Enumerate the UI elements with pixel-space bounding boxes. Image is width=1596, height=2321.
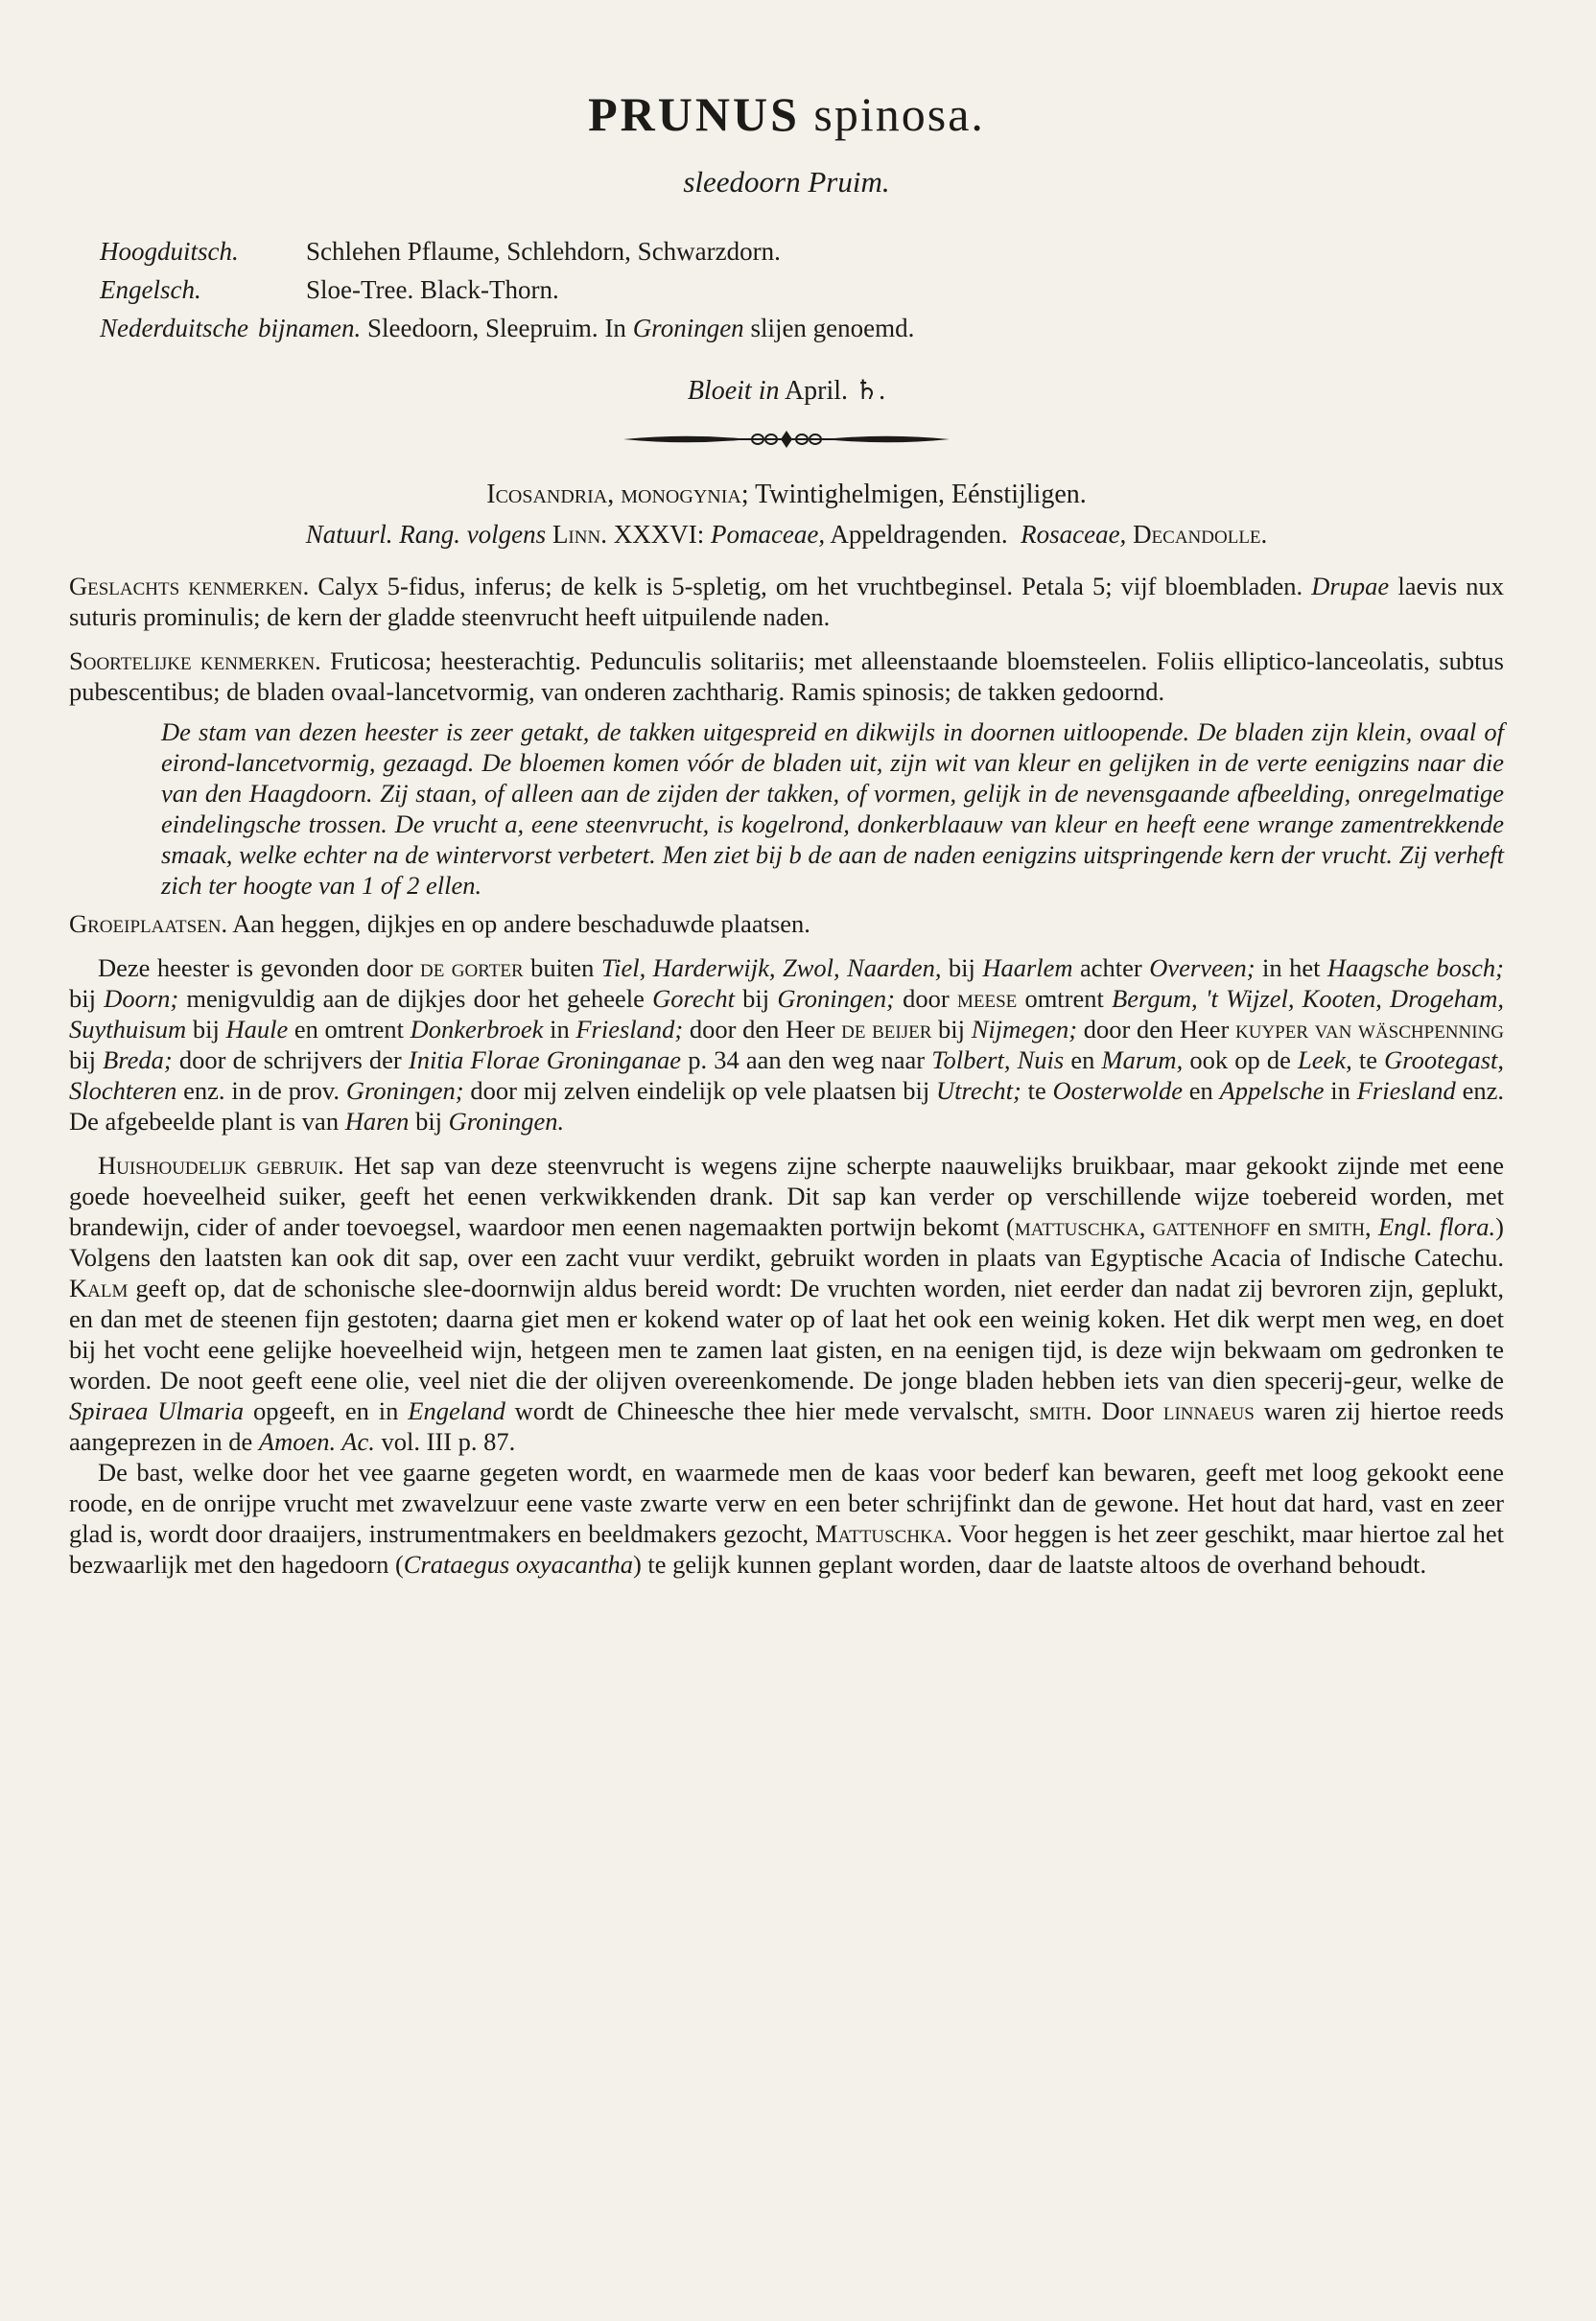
localities-run: menigvuldig aan de dijkjes door het geheele: [178, 984, 653, 1013]
vernacular-label: bijnamen.: [257, 314, 362, 342]
vernacular-rest: slijen genoemd.: [750, 314, 915, 342]
species-characters-lead: Soortelijke kenmerken.: [69, 646, 321, 675]
household-run: Engeland: [408, 1396, 505, 1425]
localities-run: Overveen;: [1149, 953, 1256, 982]
class-name: Icosandria,: [486, 480, 615, 509]
page-title: [69, 86, 1504, 142]
localities-run: meese: [956, 984, 1018, 1013]
vernacular-lang: Nederduitsche: [100, 314, 248, 342]
natural-rank: [69, 520, 1504, 550]
localities-run: de beijer: [841, 1015, 932, 1043]
page-subtitle: sleedoorn Pruim.: [683, 165, 890, 199]
localities-run: Groningen.: [448, 1107, 565, 1136]
localities-run: en omtrent: [288, 1015, 411, 1043]
localities-run: Friesland;: [575, 1015, 684, 1043]
localities-run: achter: [1072, 953, 1150, 982]
localities-run: te: [1021, 1076, 1053, 1105]
bark-use-paragraph: [69, 1457, 1504, 1580]
bloom-month: April.: [784, 376, 849, 406]
genus-name: PRUNUS: [588, 87, 800, 141]
vernacular-names-text: Sleedoorn, Sleepruim.: [366, 314, 598, 342]
genus-characters-drupae: Drupae: [1311, 572, 1390, 600]
bloom-label: Bloeit in: [687, 376, 780, 406]
localities-run: bij: [69, 1045, 104, 1074]
localities-run: Tiel, Harderwijk, Zwol, Naarden,: [600, 953, 942, 982]
localities-run: Doorn;: [104, 984, 179, 1013]
household-run: waren zij hiertoe reeds aangeprezen in de: [69, 1396, 1504, 1456]
shrub-symbol-icon: ♄.: [855, 376, 886, 406]
localities-run: Oosterwolde: [1052, 1076, 1183, 1105]
genus-characters-text2: laevis nux suturis prominulis; de kern der gladde steenvrucht heeft uitpuilende naden.: [69, 572, 1505, 631]
bark-run: ) te gelijk kunnen geplant worden, daar de laatste altoos de overhand behoudt.: [632, 1550, 1427, 1579]
habitat: [69, 908, 1504, 939]
rank-label: Natuurl. Rang. volgens: [305, 520, 547, 549]
vernacular-names: [100, 232, 1504, 347]
household-use-paragraph: [69, 1150, 1504, 1457]
localities-paragraph: [69, 952, 1504, 1137]
localities-run: Grootegast, Slochteren: [69, 1045, 1505, 1105]
genus-characters: [69, 571, 1504, 632]
localities-run: en: [1182, 1076, 1220, 1105]
household-run: [1372, 1212, 1378, 1241]
species-characters-text: Fruticosa; heesterachtig. Pedunculis solitariis; met alleenstaande bloemsteelen. Foliis elliptico-lanceolatis, subtus pubescentibus; de bladen ovaal-lancetvormig, van onderen zachtharig. Ramis spinosis; de takken gedoornd.: [69, 646, 1504, 706]
household-run: ) Volgens den laatsten kan ook dit sap, over een zacht vuur verdikt, gebruikt worden in plaats van Egyptische Acacia of Indische Catechu.: [69, 1212, 1504, 1272]
localities-run: kuyper van wäschpenning: [1235, 1015, 1505, 1043]
bloom-line: [69, 374, 1504, 407]
vernacular-names-text: Sloe-Tree. Black-Thorn.: [306, 275, 559, 304]
localities-run: door de schrijvers der: [172, 1045, 409, 1074]
localities-run: in: [1324, 1076, 1357, 1105]
household-run: opgeeft, en in: [244, 1396, 409, 1425]
vernacular-in: In: [604, 314, 626, 342]
genus-characters-lead: Geslachts kenmerken.: [69, 572, 310, 600]
localities-run: de gorter: [420, 953, 524, 982]
localities-run: en: [1064, 1045, 1102, 1074]
ornament-divider: [69, 428, 1504, 451]
vernacular-lang: Engelsch.: [100, 275, 201, 304]
household-run: Huishoudelijk gebruik.: [98, 1151, 344, 1180]
localities-run: Deze heester is gevonden door: [98, 953, 421, 982]
localities-run: buiten: [523, 953, 601, 982]
localities-run: Initia Florae Groninganae: [408, 1045, 682, 1074]
localities-run: bij: [941, 953, 983, 982]
localities-run: bij: [186, 1015, 226, 1043]
localities-run: Nijmegen;: [971, 1015, 1078, 1043]
localities-run: Utrecht;: [936, 1076, 1021, 1105]
localities-run: Leek,: [1298, 1045, 1352, 1074]
localities-run: door den Heer: [683, 1015, 842, 1043]
localities-run: Groningen;: [777, 984, 895, 1013]
rank-family2: Rosaceae,: [1021, 520, 1127, 549]
localities-run: te: [1351, 1045, 1385, 1074]
localities-run: Appelsche: [1219, 1076, 1325, 1105]
localities-run: Haule: [225, 1015, 289, 1043]
bark-run: Voor heggen is het zeer geschikt, maar hiertoe zal het bezwaarlijk met den hagedoorn (: [69, 1519, 1505, 1579]
household-run: linnaeus: [1162, 1396, 1255, 1425]
localities-run: ook op de: [1183, 1045, 1299, 1074]
localities-run: Breda;: [103, 1045, 173, 1074]
vernacular-row-dutch: [100, 309, 1504, 347]
localities-run: door mij zelven eindelijk op vele plaatsen bij: [463, 1076, 936, 1105]
species-name: spinosa.: [813, 87, 985, 141]
vernacular-names-text: Schlehen Pflaume, Schlehdorn, Schwarzdorn.: [306, 237, 781, 266]
localities-run: enz. De afgebeelde plant is van: [69, 1076, 1504, 1136]
localities-run: bij: [734, 984, 778, 1013]
localities-run: bij: [931, 1015, 972, 1043]
habitat-text: Aan heggen, dijkjes en op andere beschaduwde plaatsen.: [232, 909, 810, 938]
household-run: wordt de Chineesche thee hier mede vervalscht,: [505, 1396, 1029, 1425]
bark-run: Mattuschka.: [815, 1519, 953, 1548]
ornament-rule-icon: [623, 428, 950, 451]
vernacular-row-english: [100, 270, 1504, 309]
rank-number: XXXVI:: [613, 520, 705, 549]
bark-run: De bast, welke door het vee gaarne gegeten wordt, en waarmede men de kaas voor bederf kan bewaren, geeft met loog gekookt eene roode, en de onrijpe vrucht met zwavelzuur eene vaste zwarte verw en een beter schrijfinkt dan de gewone. Het hout dat hard, vast en zeer glad is, wordt door draaijers, instrumentmakers en beeldmakers gezocht,: [69, 1458, 1504, 1548]
localities-run: Gorecht: [652, 984, 735, 1013]
localities-run: enz. in de prov.: [176, 1076, 346, 1105]
rank-family: Pomaceae,: [710, 520, 826, 549]
localities-run: door den Heer: [1077, 1015, 1235, 1043]
localities-run: Bergum, 't Wijzel, Kooten, Drogeham, Suythuisum: [69, 984, 1505, 1043]
class-dutch: Twintighelmigen, Eénstijligen.: [755, 480, 1087, 509]
localities-run: Groningen;: [345, 1076, 464, 1105]
localities-run: in: [543, 1015, 576, 1043]
genus-characters-text: Calyx 5-fidus, inferus; de kelk is 5-spletig, om het vruchtbeginsel. Petala 5; vijf bloembladen.: [317, 572, 1303, 600]
vernacular-lang: Hoogduitsch.: [100, 237, 239, 266]
household-run: Amoen. Ac.: [258, 1427, 375, 1456]
rank-linn: Linn.: [552, 520, 607, 549]
localities-run: Haagsche bosch;: [1326, 953, 1505, 982]
localities-run: omtrent: [1017, 984, 1113, 1013]
localities-run: door: [894, 984, 957, 1013]
localities-run: in het: [1255, 953, 1327, 982]
household-run: Spiraea Ulmaria: [69, 1396, 245, 1425]
order-name: monogynia;: [621, 480, 749, 509]
bark-run: Crataegus oxyacantha: [403, 1550, 633, 1579]
household-run: Engl. flora.: [1377, 1212, 1496, 1241]
rank-family-dutch: Appeldragenden.: [830, 520, 1008, 549]
household-run: mattuschka, gattenhoff: [1014, 1212, 1271, 1241]
household-run: en: [1270, 1212, 1308, 1241]
household-run: Kalm: [69, 1274, 129, 1302]
localities-run: Friesland: [1356, 1076, 1456, 1105]
localities-run: Tolbert, Nuis: [931, 1045, 1065, 1074]
localities-run: Haarlem: [982, 953, 1073, 982]
localities-run: p. 34 aan den weg naar: [681, 1045, 932, 1074]
species-characters: [69, 645, 1504, 707]
plant-description: [161, 716, 1504, 901]
household-run: smith.: [1028, 1396, 1092, 1425]
localities-run: Haren: [344, 1107, 410, 1136]
localities-run: Donkerbroek: [410, 1015, 544, 1043]
household-run: Door: [1091, 1396, 1163, 1425]
plant-description-text: De stam van dezen heester is zeer getakt, de takken uitgespreid en dikwijls in doornen uitloopende. De bladen zijn klein, ovaal of eirond-lancetvormig, gezaagd. De bloemen komen vóór de bladen uit, zijn wit van kleur en gelijken in de verte eenigzins naar die van den Haagdoorn. Zij staan, of alleen aan de zijden der takken, of vormen, gelijk in de nevensgaande afbeelding, onregelmatige eindelingsche trossen. De vrucht a, eene steenvrucht, is kogelrond, donkerblaauw van kleur en heeft eene wrange zamentrekkende smaak, welke echter na de wintervorst verbetert. Men ziet bij b de aan de naden eenigzins uitspringende kern der vrucht. Zij verheft zich ter hoogte van 1 of 2 ellen.: [161, 717, 1504, 900]
rank-author: Decandolle.: [1133, 520, 1268, 549]
linnaean-class: [69, 480, 1504, 510]
localities-run: Marum,: [1101, 1045, 1184, 1074]
localities-run: bij: [69, 984, 105, 1013]
habitat-lead: Groeiplaatsen.: [69, 909, 228, 938]
household-run: smith,: [1307, 1212, 1372, 1241]
vernacular-place: Groningen: [632, 314, 744, 342]
vernacular-row-german: [100, 232, 1504, 270]
household-run: Het sap van deze steenvrucht is wegens zijne scherpte naauwelijks bruikbaar, maar gekookt zijnde met eene goede hoeveelheid suiker, geeft het eenen verkwikkenden drank. Dit sap kan verder op verschillende wijze toebereid worden, met brandewijn, cider of ander toevoegsel, waardoor men eenen nagemaakten portwijn bekomt (: [69, 1151, 1505, 1241]
localities-run: bij: [409, 1107, 449, 1136]
household-run: geeft op, dat de schonische slee-doornwijn aldus bereid wordt: De vruchten worden, niet eerder dan nadat zij bevroren zijn, geplukt, en dan met de steenen fijn gestoten; daarna giet men er kokend water op of laat het ook een weinig koken. Het dik werpt men weg, en doet bij het vocht eene gelijke hoeveelheid wijn, hetgeen men te zamen laat gisten, en na eenigen tijd, is deze wijn bekwaam om gedronken te worden. De noot geeft eene olie, veel niet die der olijven overeenkomende. De jonge bladen hebben iets van dien specerij-geur, welke de: [69, 1274, 1504, 1395]
household-run: vol. III p. 87.: [374, 1427, 516, 1456]
